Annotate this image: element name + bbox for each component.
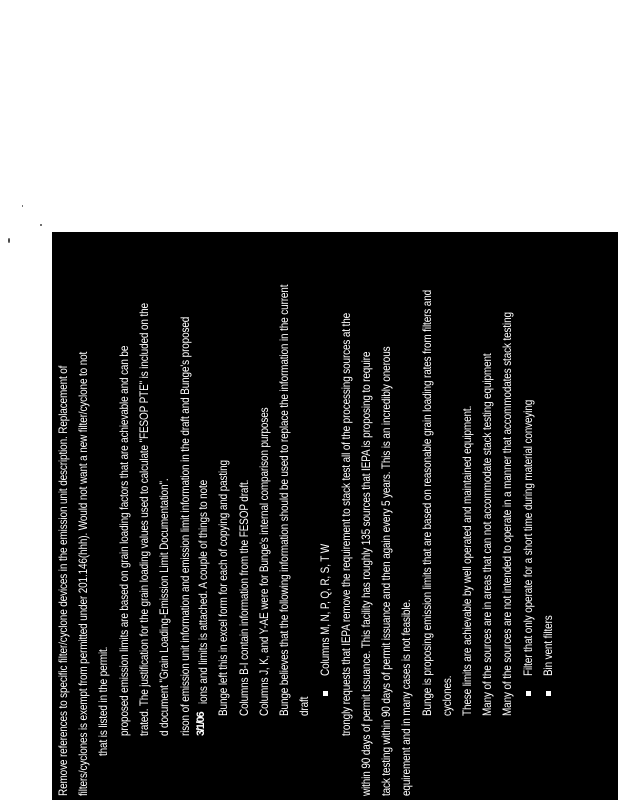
text-line: Columns J, K, and Y-AE were for Bunge's internal comparison purposes	[258, 407, 271, 716]
date-stamp: 3/1/06	[195, 712, 207, 736]
text-line: Columns B-I contain information from the FESOP draft.	[238, 479, 251, 716]
bullet-icon	[323, 691, 328, 696]
text-line: filters/cyclones is exempt from permitted under 201.146(hhh). Would not want a new filter/cyclone to not	[77, 351, 90, 796]
text-line: These limits are achievable by well operated and maintained equipment.	[461, 405, 474, 716]
text-line: that is listed in the permit.	[97, 646, 110, 756]
text-line: Columns M, N, P, Q, R, S, T W	[319, 543, 332, 676]
text-line: Many of the sources are in areas that can not accommodate stack testing equipment	[481, 353, 494, 716]
scan-speck	[22, 205, 23, 207]
text-line: equirement and in many cases is not feasible.	[400, 599, 413, 796]
text-line: d document "Grain Loading-Emission Limit Documentation".	[158, 478, 171, 736]
scan-speck	[8, 238, 10, 243]
text-line: Bin vent filters	[542, 615, 555, 676]
text-line: draft	[298, 696, 311, 716]
text-line: ions and limits is attached. A couple of things to note	[197, 479, 210, 704]
rotated-text-block	[52, 232, 618, 800]
text-line: trongly requests that IEPA remove the requirement to stack test all of the processing sources at the	[340, 312, 353, 736]
text-line: Bunge left this in excel form for each of copying and pasting	[217, 460, 230, 716]
text-line: cyclones.	[441, 675, 454, 716]
text-line: trated. The justification for the grain loading values used to calculate "FESOP PTE" is included on the	[138, 303, 151, 736]
text-line: Filter that only operate for a short time during material conveying	[522, 399, 535, 676]
text-line: tack testing within 90 days of permit issuance and then again every 5 years. This is an incredibly onerous	[380, 346, 393, 796]
text-line: Remove references to specific filter/cyclone devices in the emission unit description. Replacement of	[57, 365, 70, 796]
text-line: within 90 days of permit issuance. This facility has roughly 135 sources that IEPA is proposing to require	[360, 351, 373, 796]
bullet-icon	[526, 691, 531, 696]
text-line: Bunge believes that the following information should be used to replace the information in the current	[278, 284, 291, 716]
text-line: Many of the sources are not intended to operate in a manner that accommodates stack testing	[501, 312, 514, 716]
text-line: Bunge is proposing emission limits that are based on reasonable grain loading rates from filters and	[421, 289, 434, 716]
scan-speck	[40, 224, 42, 226]
text-line: proposed emission limits are based on grain loading factors that are achievable and can be	[118, 345, 131, 736]
bullet-icon	[546, 691, 551, 696]
text-line: rison of emission unit information and emission limit information in the draft and Bunge's proposed	[179, 316, 192, 736]
scanned-document-region	[52, 232, 618, 800]
